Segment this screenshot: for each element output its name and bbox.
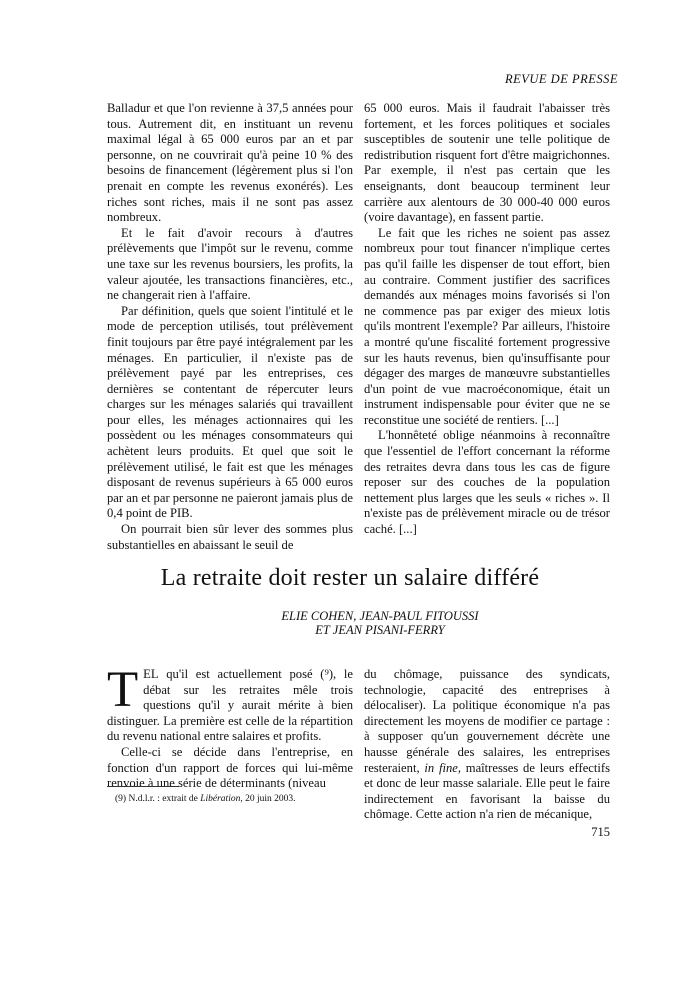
- column-top-left: [107, 101, 353, 553]
- column-bottom-left: [107, 662, 353, 792]
- drop-cap: T: [107, 662, 139, 718]
- paragraph: L'honnêteté oblige néanmoins à reconnaître que l'essentiel de l'effort concernant la réforme des retraites devra dans tous les cas de figure reposer sur des couches de la population nettement plus larges que les seuls « riches ». Il n'existe pas de prélèvement miracle ou de trésor caché. [...]: [364, 428, 610, 537]
- column-bottom-right: [364, 667, 610, 823]
- first-word-rest: EL: [143, 667, 159, 681]
- paragraph: 65 000 euros. Mais il faudrait l'abaisser très fortement, et les forces politiques et sociales susceptibles de soutenir une telle politique de redistribution risquent fort d'être maigrichonnes. Par exemple, il n'est pas certain que les enseignants, dont beaucoup terminent leur carrière aux alentours de 30 000-40 000 euros (voire davantage), en fassent partie.: [364, 101, 610, 225]
- italic-term: in fine: [424, 760, 458, 775]
- paragraph-text: qu'il est actuellement posé (⁹), le débat sur les retraites mêle trois questions qu'il y aurait mérite à bien distinguer. La première est celle de la répartition du revenu national entre salaires et profits.: [107, 667, 353, 744]
- authors-line: ELIE COHEN, JEAN-PAUL FITOUSSI: [281, 609, 479, 623]
- paragraph: Celle-ci se décide dans l'entreprise, en fonction d'un rapport de forces qui lui-même renvoie à une série de déterminants (niveau: [107, 744, 353, 791]
- footnote: [115, 794, 296, 804]
- column-top-right: [364, 101, 610, 538]
- footnote-source: Libération: [200, 794, 241, 804]
- paragraph: Le fait que les riches ne soient pas assez nombreux pour tout financer n'implique certes pas qu'il faille les dispenser de tout effort, bien au contraire. Comment justifier des sacrifices demandés aux ménages moins favorisés si l'on ne commence pas par exiger des mieux lotis qu'ils montrent l'exemple? Par ailleurs, l'histoire a montré qu'une fiscalité fortement progressive sur les hauts revenus, bien qu'insuffisante pour dégager des marges de manœuvre substantielles d'un point de vue macroéconomique, était un instrument indispensable pour éviter que ne se reconstitue une société de rentiers. [...]: [364, 225, 610, 427]
- paragraph-text: du chômage, puissance des syndicats, technologie, capacité des entreprises à délocaliser). La politique économique n'a pas directement les moyens de modifier ce partage : à supposer qu'un gouvernement décrète une hausse générale des salaires, les entreprises resteraient,: [364, 667, 610, 775]
- footnote-rule: [107, 786, 179, 787]
- running-head: REVUE DE PRESSE: [504, 72, 618, 86]
- footnote-text: , 20 juin 2003.: [240, 794, 296, 804]
- page-number: 715: [591, 825, 610, 839]
- paragraph: On pourrait bien sûr lever des sommes plus substantielles en abaissant le seuil de: [107, 522, 353, 552]
- article-authors: [0, 609, 700, 637]
- authors-line: ET JEAN PISANI-FERRY: [315, 623, 445, 637]
- paragraph-text: , maîtresses de leurs effectifs et donc de leur masse salariale. Elle peut le faire indirectement en favorisant la baisse du chômage. Cette action n'a rien de mécanique,: [364, 760, 610, 822]
- paragraph: Balladur et que l'on revienne à 37,5 années pour tous. Autrement dit, en instituant un revenu maximal légal à 65 000 euros par an et par personne, on ne couvrirait qu'à peine 10 % des besoins de financement (légèrement plus si l'on prenait en compte les revenus exonérés). Les riches sont riches, mais il ne sont pas assez nombreux.: [107, 101, 353, 225]
- article-title: La retraite doit rester un salaire différé: [160, 565, 540, 591]
- paragraph: Par définition, quels que soient l'intitulé et le mode de perception utilisés, tout prélèvement finit toujours par être payé intégralement par les ménages. En particulier, il n'existe pas de prélèvement payé par les entreprises, ces dernières se contentant de répercuter leurs charges sur les ménages salariés qui travaillent pour elles, les ménages actionnaires qui les possèdent ou les ménages consommateurs qui achètent leurs produits. Et quel que soit le prélèvement utilisé, le fait est que les ménages disposant de revenus supérieurs à 65 000 euros par an et par personne ne paieront jamais plus de 0,4 point de PIB.: [107, 303, 353, 521]
- opening-paragraph: [107, 662, 353, 745]
- paragraph: Et le fait d'avoir recours à d'autres prélèvements que l'impôt sur le revenu, comme une taxe sur les revenus boursiers, les profits, la valeur ajoutée, les transactions financières, etc., ne changerait rien à l'affaire.: [107, 225, 353, 303]
- footnote-text: (9) N.d.l.r. : extrait de: [115, 794, 201, 804]
- paragraph: [364, 667, 610, 823]
